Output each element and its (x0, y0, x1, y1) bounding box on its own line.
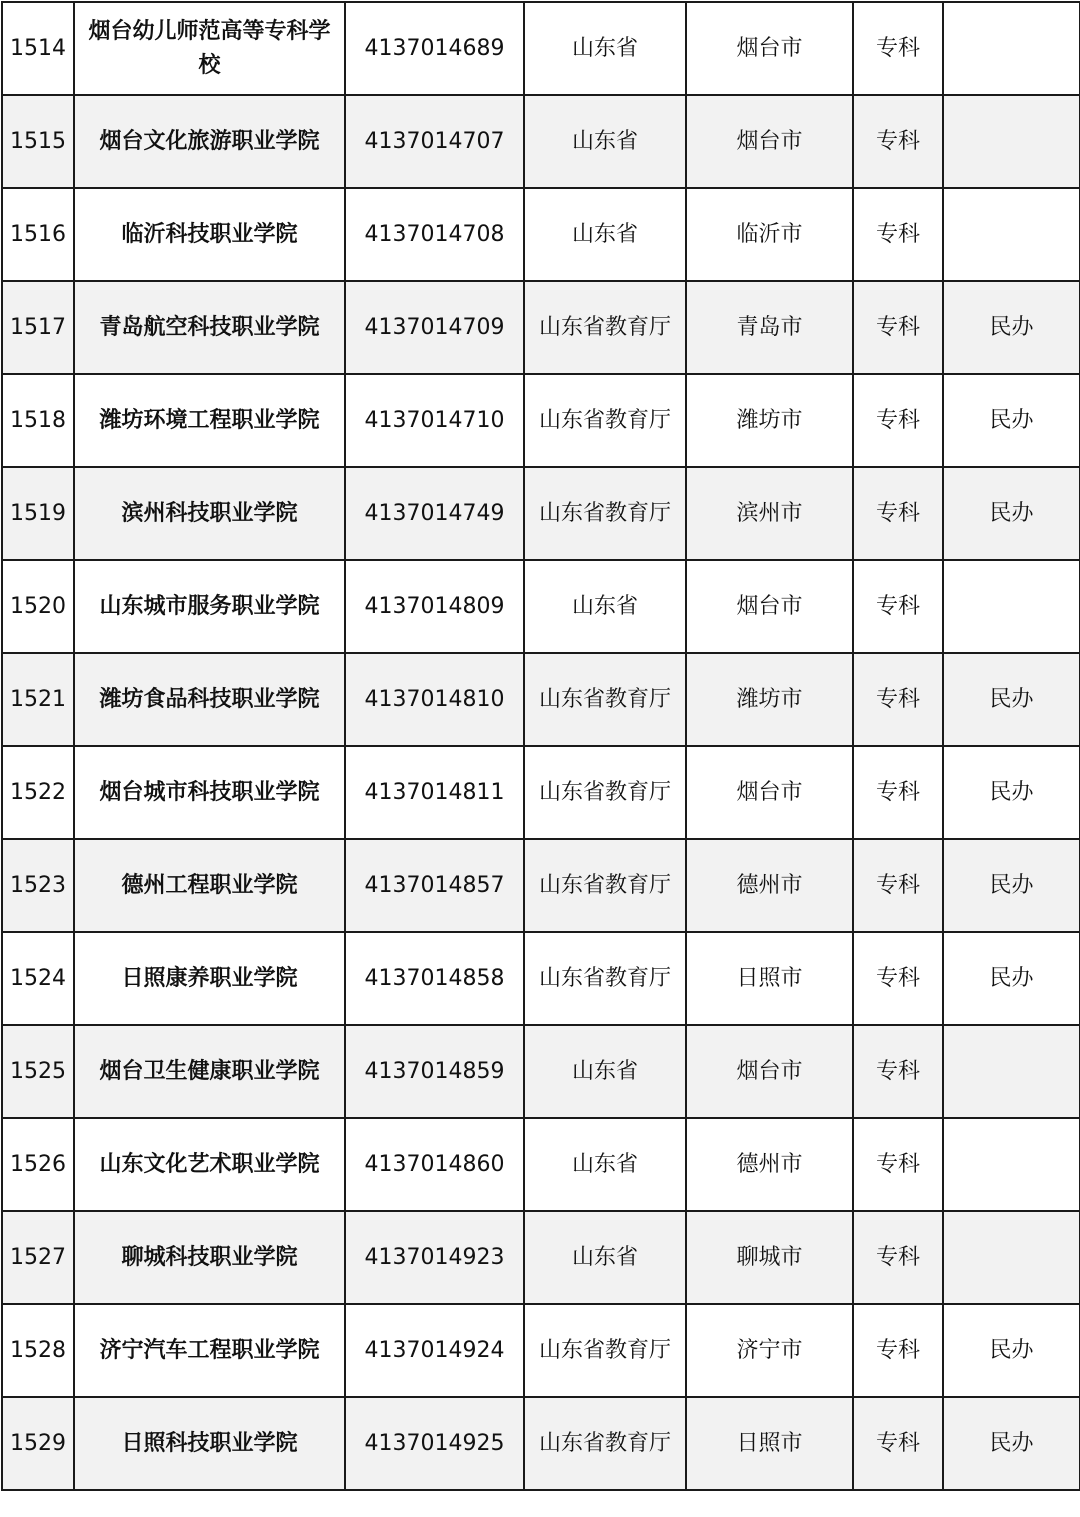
note-cell: 民办 (943, 1397, 1080, 1490)
note-cell (943, 560, 1080, 653)
school-code-cell: 4137014707 (345, 95, 524, 188)
table-row (2, 1118, 1080, 1211)
school-name-cell: 烟台卫生健康职业学院 (74, 1025, 345, 1118)
level-cell: 专科 (853, 2, 943, 95)
authority-cell: 山东省教育厅 (524, 374, 686, 467)
table-row (2, 374, 1080, 467)
school-code-cell: 4137014809 (345, 560, 524, 653)
authority-cell: 山东省教育厅 (524, 281, 686, 374)
table-row (2, 2, 1080, 95)
city-cell: 潍坊市 (686, 374, 853, 467)
table-row (2, 1397, 1080, 1490)
table-row (2, 746, 1080, 839)
level-cell: 专科 (853, 1304, 943, 1397)
row-number-cell: 1528 (2, 1304, 74, 1397)
city-cell: 临沂市 (686, 188, 853, 281)
school-name-cell: 潍坊环境工程职业学院 (74, 374, 345, 467)
row-number-cell: 1515 (2, 95, 74, 188)
note-cell: 民办 (943, 839, 1080, 932)
school-code-cell: 4137014710 (345, 374, 524, 467)
table-row (2, 1211, 1080, 1304)
note-cell: 民办 (943, 374, 1080, 467)
city-cell: 青岛市 (686, 281, 853, 374)
school-name-cell: 滨州科技职业学院 (74, 467, 345, 560)
school-name-cell: 青岛航空科技职业学院 (74, 281, 345, 374)
school-name-cell: 日照康养职业学院 (74, 932, 345, 1025)
authority-cell: 山东省教育厅 (524, 1304, 686, 1397)
row-number-cell: 1517 (2, 281, 74, 374)
city-cell: 烟台市 (686, 1025, 853, 1118)
note-cell: 民办 (943, 932, 1080, 1025)
level-cell: 专科 (853, 932, 943, 1025)
table-row (2, 95, 1080, 188)
row-number-cell: 1514 (2, 2, 74, 95)
note-cell: 民办 (943, 1304, 1080, 1397)
school-name-cell: 德州工程职业学院 (74, 839, 345, 932)
table-row (2, 932, 1080, 1025)
row-number-cell: 1520 (2, 560, 74, 653)
authority-cell: 山东省教育厅 (524, 1397, 686, 1490)
table-row (2, 467, 1080, 560)
row-number-cell: 1529 (2, 1397, 74, 1490)
note-cell: 民办 (943, 746, 1080, 839)
city-cell: 济宁市 (686, 1304, 853, 1397)
note-cell: 民办 (943, 653, 1080, 746)
row-number-cell: 1521 (2, 653, 74, 746)
authority-cell: 山东省 (524, 1025, 686, 1118)
level-cell: 专科 (853, 188, 943, 281)
authority-cell: 山东省教育厅 (524, 653, 686, 746)
city-cell: 德州市 (686, 839, 853, 932)
city-cell: 德州市 (686, 1118, 853, 1211)
school-code-cell: 4137014858 (345, 932, 524, 1025)
school-code-cell: 4137014709 (345, 281, 524, 374)
level-cell: 专科 (853, 560, 943, 653)
school-code-cell: 4137014708 (345, 188, 524, 281)
level-cell: 专科 (853, 1397, 943, 1490)
level-cell: 专科 (853, 839, 943, 932)
row-number-cell: 1522 (2, 746, 74, 839)
note-cell: 民办 (943, 467, 1080, 560)
table-row (2, 560, 1080, 653)
city-cell: 烟台市 (686, 560, 853, 653)
school-list-table (1, 1, 1080, 1491)
row-number-cell: 1527 (2, 1211, 74, 1304)
authority-cell: 山东省 (524, 1118, 686, 1211)
school-code-cell: 4137014857 (345, 839, 524, 932)
row-number-cell: 1523 (2, 839, 74, 932)
city-cell: 日照市 (686, 932, 853, 1025)
school-code-cell: 4137014811 (345, 746, 524, 839)
note-cell: 民办 (943, 281, 1080, 374)
school-code-cell: 4137014860 (345, 1118, 524, 1211)
table-row (2, 653, 1080, 746)
row-number-cell: 1518 (2, 374, 74, 467)
row-number-cell: 1516 (2, 188, 74, 281)
school-name-cell: 临沂科技职业学院 (74, 188, 345, 281)
note-cell (943, 95, 1080, 188)
city-cell: 日照市 (686, 1397, 853, 1490)
authority-cell: 山东省教育厅 (524, 932, 686, 1025)
school-name-cell: 烟台城市科技职业学院 (74, 746, 345, 839)
authority-cell: 山东省教育厅 (524, 746, 686, 839)
school-code-cell: 4137014749 (345, 467, 524, 560)
level-cell: 专科 (853, 1118, 943, 1211)
school-name-cell: 烟台文化旅游职业学院 (74, 95, 345, 188)
level-cell: 专科 (853, 281, 943, 374)
school-name-cell: 烟台幼儿师范高等专科学校 (74, 2, 345, 95)
note-cell (943, 1025, 1080, 1118)
school-code-cell: 4137014810 (345, 653, 524, 746)
level-cell: 专科 (853, 746, 943, 839)
authority-cell: 山东省教育厅 (524, 467, 686, 560)
table-row (2, 1025, 1080, 1118)
row-number-cell: 1524 (2, 932, 74, 1025)
city-cell: 滨州市 (686, 467, 853, 560)
authority-cell: 山东省 (524, 2, 686, 95)
note-cell (943, 2, 1080, 95)
school-name-cell: 山东文化艺术职业学院 (74, 1118, 345, 1211)
level-cell: 专科 (853, 653, 943, 746)
table-row (2, 839, 1080, 932)
school-name-cell: 潍坊食品科技职业学院 (74, 653, 345, 746)
city-cell: 烟台市 (686, 2, 853, 95)
school-code-cell: 4137014859 (345, 1025, 524, 1118)
authority-cell: 山东省 (524, 1211, 686, 1304)
school-code-cell: 4137014924 (345, 1304, 524, 1397)
school-name-cell: 聊城科技职业学院 (74, 1211, 345, 1304)
authority-cell: 山东省 (524, 95, 686, 188)
school-code-cell: 4137014923 (345, 1211, 524, 1304)
level-cell: 专科 (853, 95, 943, 188)
level-cell: 专科 (853, 374, 943, 467)
table-row (2, 281, 1080, 374)
row-number-cell: 1525 (2, 1025, 74, 1118)
authority-cell: 山东省 (524, 188, 686, 281)
city-cell: 聊城市 (686, 1211, 853, 1304)
authority-cell: 山东省教育厅 (524, 839, 686, 932)
row-number-cell: 1519 (2, 467, 74, 560)
school-name-cell: 济宁汽车工程职业学院 (74, 1304, 345, 1397)
authority-cell: 山东省 (524, 560, 686, 653)
note-cell (943, 1211, 1080, 1304)
table-row (2, 1304, 1080, 1397)
note-cell (943, 188, 1080, 281)
level-cell: 专科 (853, 467, 943, 560)
level-cell: 专科 (853, 1211, 943, 1304)
school-name-cell: 山东城市服务职业学院 (74, 560, 345, 653)
note-cell (943, 1118, 1080, 1211)
school-code-cell: 4137014689 (345, 2, 524, 95)
school-code-cell: 4137014925 (345, 1397, 524, 1490)
school-name-cell: 日照科技职业学院 (74, 1397, 345, 1490)
level-cell: 专科 (853, 1025, 943, 1118)
row-number-cell: 1526 (2, 1118, 74, 1211)
city-cell: 烟台市 (686, 95, 853, 188)
table-row (2, 188, 1080, 281)
city-cell: 烟台市 (686, 746, 853, 839)
city-cell: 潍坊市 (686, 653, 853, 746)
